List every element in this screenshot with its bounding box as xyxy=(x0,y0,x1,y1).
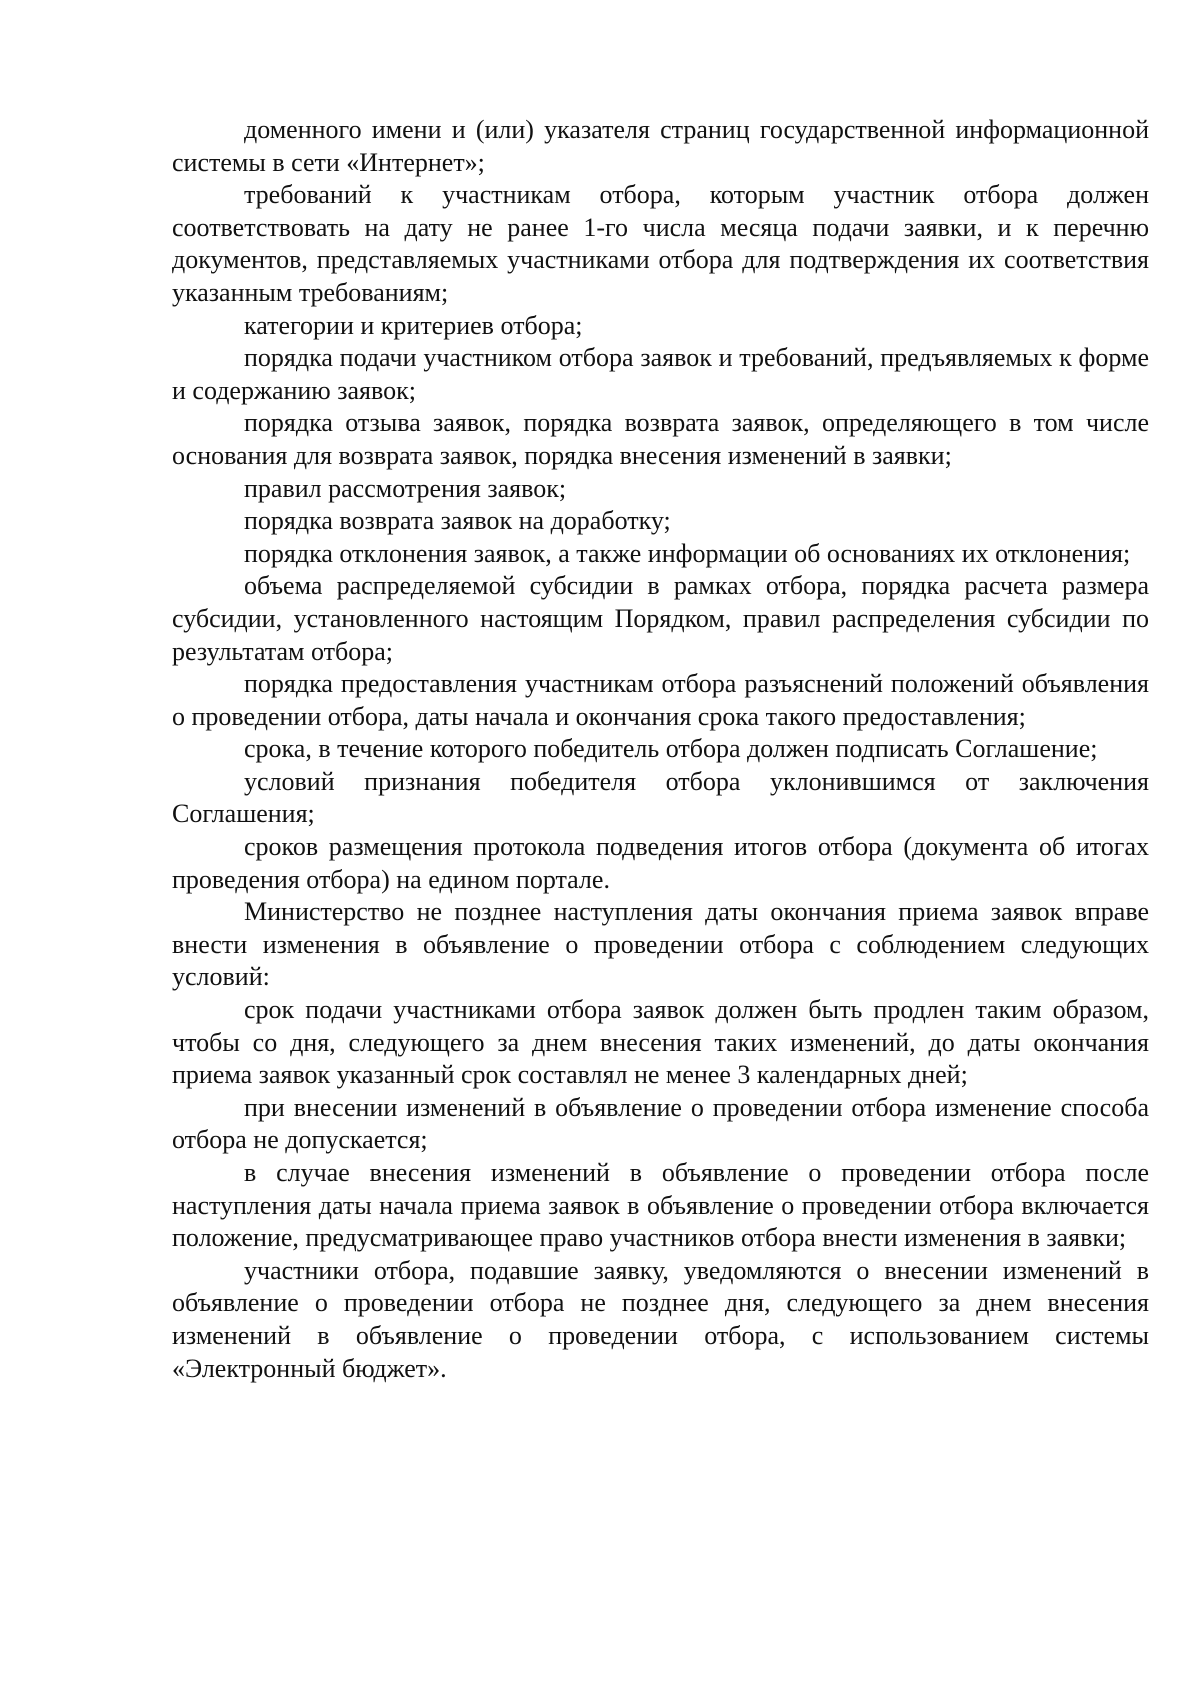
paragraph-method-change: при внесении изменений в объявление о проведении отбора изменение способа отбора не допускается; xyxy=(172,1092,1149,1155)
paragraph-subsidy-volume: объема распределяемой субсидии в рамках отбора, порядка расчета размера субсидии, установленного настоящим Порядком, правил распределения субсидии по результатам отбора; xyxy=(172,571,1149,666)
paragraph-signing-deadline: срока, в течение которого победитель отбора должен подписать Соглашение; xyxy=(244,734,1098,764)
paragraph-application-withdrawal: порядка отзыва заявок, порядка возврата заявок, определяющего в том числе основания для возврата заявок, порядка внесения изменений в заявки; xyxy=(172,408,1149,470)
paragraph-domain-name: доменного имени и (или) указателя страниц государственной информационной системы в сети «Интернет»; xyxy=(172,115,1149,177)
paragraph-deadline-extension: срок подачи участниками отбора заявок должен быть продлен таким образом, чтобы со дня, следующего за днем внесения таких изменений, до даты окончания приема заявок указанный срок составлял не менее 3 календарных дней; xyxy=(172,995,1149,1090)
paragraph-right-to-amend: в случае внесения изменений в объявление о проведении отбора после наступления даты начала приема заявок в объявление о проведении отбора включается положение, предусматривающее право участников отбора внести изменения в заявки; xyxy=(172,1158,1149,1253)
paragraph-return-for-revision: порядка возврата заявок на доработку; xyxy=(244,506,671,536)
paragraph-ministry-changes: Министерство не позднее наступления даты окончания приема заявок вправе внести изменения в объявление о проведении отбора с соблюдением следующих условий: xyxy=(172,897,1149,992)
paragraph-clarifications: порядка предоставления участникам отбора разъяснений положений объявления о проведении отбора, даты начала и окончания срока такого предоставления; xyxy=(172,669,1149,731)
paragraph-rejection-order: порядка отклонения заявок, а также информации об основаниях их отклонения; xyxy=(244,538,1131,568)
paragraph-protocol-publication: сроков размещения протокола подведения итогов отбора (документа об итогах проведения отбора) на едином портале. xyxy=(172,832,1149,894)
paragraph-review-rules: правил рассмотрения заявок; xyxy=(244,473,567,503)
paragraph-evasion-conditions: условий признания победителя отбора уклонившимся от заключения Соглашения; xyxy=(172,766,1149,829)
paragraph-selection-criteria: категории и критериев отбора; xyxy=(244,310,583,340)
document-page xyxy=(172,114,1149,1385)
paragraph-application-submission: порядка подачи участником отбора заявок и требований, предъявляемых к форме и содержанию заявок; xyxy=(172,343,1149,405)
paragraph-participant-requirements: требований к участникам отбора, которым участник отбора должен соответствовать на дату не ранее 1-го числа месяца подачи заявки, и к перечню документов, представляемых участниками отбора для подтверждения их соответствия указанным требованиям; xyxy=(172,180,1149,307)
paragraph-notification: участники отбора, подавшие заявку, уведомляются о внесении изменений в объявление о проведении отбора не позднее дня, следующего за днем внесения изменений в объявление о проведении отбора, с использованием системы «Электронный бюджет». xyxy=(172,1255,1149,1383)
